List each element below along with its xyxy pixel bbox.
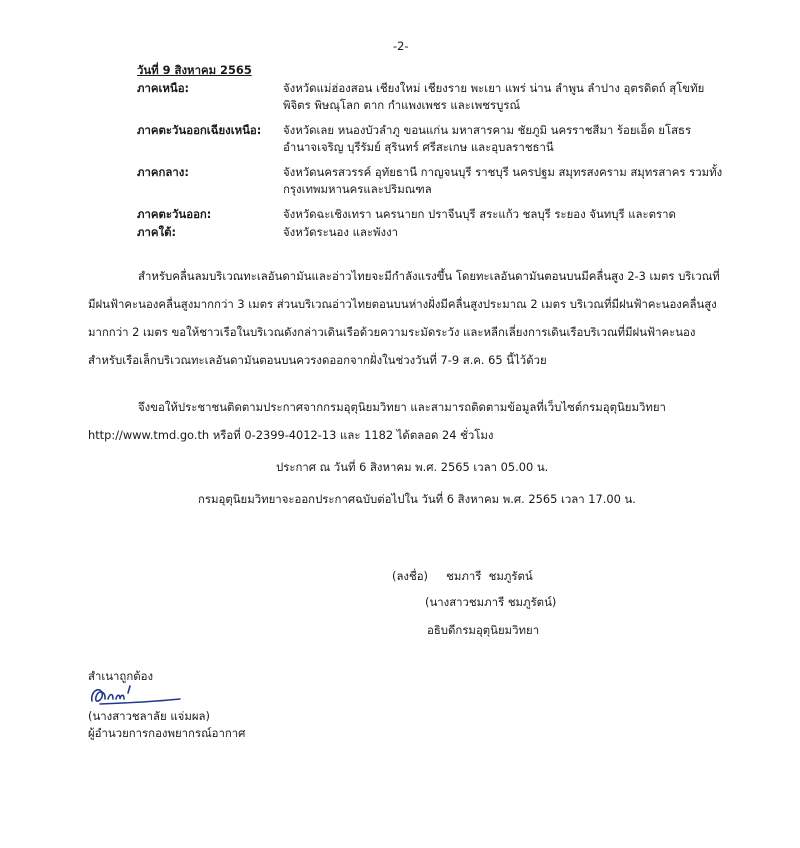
next-announcement-line: กรมอุตุนิยมวิทยาจะออกประกาศฉบับต่อไปใน วันที่ 6 สิงหาคม พ.ศ. 2565 เวลา 17.00 น.	[198, 492, 636, 506]
region-north-line: พิจิตร พิษณุโลก ตาก กำแพงเพชร และเพชรบูรณ์	[283, 98, 521, 112]
certifier-position: ผู้อำนวยการกองพยากรณ์อากาศ	[88, 726, 246, 740]
region-north-line: จังหวัดแม่ฮ่องสอน เชียงใหม่ เชียงราย พะเยา แพร่ น่าน ลำพูน ลำปาง อุตรดิตถ์ สุโขทัย	[283, 81, 705, 95]
paragraph-line: http://www.tmd.go.th หรือที่ 0-2399-4012-13 และ 1182 ได้ตลอด 24 ชั่วโมง	[88, 428, 494, 442]
date-heading: วันที่ 9 สิงหาคม 2565	[137, 63, 252, 77]
region-central-line: กรุงเทพมหานครและปริมณฑล	[283, 182, 432, 196]
region-northeast-name: ภาคตะวันออกเฉียงเหนือ:	[137, 123, 262, 137]
paragraph-line: สำหรับเรือเล็กบริเวณทะเลอันดามันตอนบนควรงดออกจากฝั่งในช่วงวันที่ 7-9 ส.ค. 65 นี้ไว้ด้วย	[88, 353, 547, 367]
region-north-name: ภาคเหนือ:	[137, 81, 190, 95]
paragraph-line: สำหรับคลื่นลมบริเวณทะเลอันดามันและอ่าวไทยจะมีกำลังแรงขึ้น โดยทะเลอันดามันตอนบนมีคลื่นสูง 2-3 เมตร บริเวณที่	[138, 269, 720, 283]
wave-paragraph	[88, 268, 738, 408]
paragraph-line: จึงขอให้ประชาชนติดตามประกาศจากกรมอุตุนิยมวิทยา และสามารถติดตามข้อมูลที่เว็บไซต์กรมอุตุนิยมวิทยา	[138, 400, 666, 414]
region-south-name: ภาคใต้:	[137, 225, 177, 239]
signatory-position: อธิบดีกรมอุตุนิยมวิทยา	[427, 623, 540, 637]
region-south-line: จังหวัดระนอง และพังงา	[283, 225, 399, 239]
region-east-line: จังหวัดฉะเชิงเทรา นครนายก ปราจีนบุรี สระแก้ว ชลบุรี ระยอง จันทบุรี และตราด	[283, 207, 676, 221]
signed-line: (ลงชื่อ) ชมภารี ชมภูรัตน์	[392, 569, 533, 583]
region-east-name: ภาคตะวันออก:	[137, 207, 212, 221]
paragraph-line: มีฝนฟ้าคะนองคลื่นสูงมากกว่า 3 เมตร ส่วนบริเวณอ่าวไทยตอนบนห่างฝั่งมีคลื่นสูงประมาณ 2 เมตร บริเวณที่มีฝนฟ้าคะนองคลื่นสูง	[88, 297, 717, 311]
follow-paragraph	[88, 399, 738, 449]
region-central-name: ภาคกลาง:	[137, 165, 189, 179]
handwritten-signature	[86, 683, 182, 709]
region-northeast-line: อำนาจเจริญ บุรีรัมย์ สุรินทร์ ศรีสะเกษ และอุบลราชธานี	[283, 140, 554, 154]
page-number: -2-	[393, 39, 409, 53]
announce-line: ประกาศ ณ วันที่ 6 สิงหาคม พ.ศ. 2565 เวลา 05.00 น.	[276, 460, 549, 474]
region-northeast-line: จังหวัดเลย หนองบัวลำภู ขอนแก่น มหาสารคาม ชัยภูมิ นครราชสีมา ร้อยเอ็ด ยโสธร	[283, 123, 692, 137]
signatory-full-name: (นางสาวชมภารี ชมภูรัตน์)	[425, 595, 557, 609]
certifier-name: (นางสาวชลาลัย แจ่มผล)	[88, 709, 210, 723]
certified-label: สำเนาถูกต้อง	[88, 669, 154, 683]
paragraph-line: มากกว่า 2 เมตร ขอให้ชาวเรือในบริเวณดังกล่าวเดินเรือด้วยความระมัดระวัง และหลีกเลี่ยงการเดินเรือบริเวณที่มีฝนฟ้าคะนอง	[88, 325, 696, 339]
region-central-line: จังหวัดนครสวรรค์ อุทัยธานี กาญจนบุรี ราชบุรี นครปฐม สมุทรสงคราม สมุทรสาคร รวมทั้ง	[283, 165, 723, 179]
